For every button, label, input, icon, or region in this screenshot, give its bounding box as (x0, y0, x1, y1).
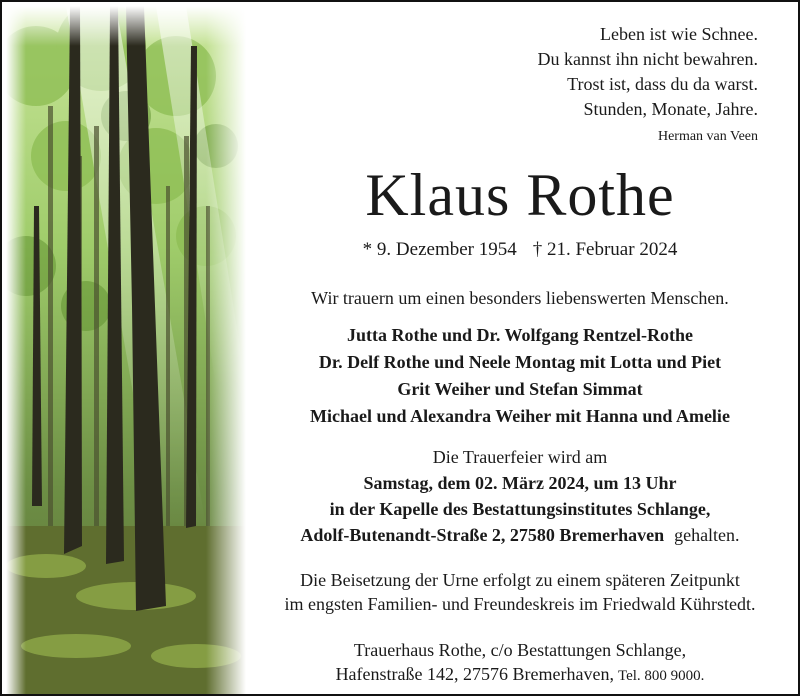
poem (538, 22, 758, 149)
funeral-address-line (252, 522, 788, 548)
poem-line: Trost ist, dass du da warst. (567, 74, 758, 94)
funeral-date: Samstag, dem 02. März 2024, um 13 Uhr (363, 473, 677, 493)
poem-line: Du kannst ihn nicht bewahren. (537, 49, 758, 69)
mourner-line: Grit Weiher und Stefan Simmat (397, 379, 643, 399)
poem-line: Leben ist wie Schnee. (600, 24, 758, 44)
contact-line-2-wrap (252, 662, 788, 688)
life-dates (252, 239, 788, 261)
obituary-text (252, 2, 788, 694)
funeral-suffix: gehalten. (674, 525, 740, 545)
funeral-intro: Die Trauerfeier wird am (432, 447, 608, 467)
poem-line: Stunden, Monate, Jahre. (583, 99, 758, 119)
urn-line: im engsten Familien- und Freundeskreis im Friedwald Kührstedt. (284, 594, 756, 614)
contact-line-1: Trauerhaus Rothe, c/o Bestattungen Schlange, (353, 640, 687, 660)
contact-phone: Tel. 800 9000. (617, 668, 705, 684)
urn-line: Die Beisetzung der Urne erfolgt zu einem späteren Zeitpunkt (300, 570, 740, 590)
mourner-line: Jutta Rothe und Dr. Wolfgang Rentzel-Rothe (346, 325, 693, 345)
birth-date: * 9. Dezember 1954 (362, 239, 517, 260)
mourners-list (252, 322, 788, 430)
mourner-line: Michael und Alexandra Weiher mit Hanna und Amelie (310, 406, 730, 426)
funeral-venue: in der Kapelle des Bestattungsinstitutes Schlange, (329, 499, 711, 519)
contact-info (252, 638, 788, 688)
intro-text: Wir trauern um einen besonders liebenswerten Menschen. (311, 288, 729, 308)
poem-author: Herman van Veen (657, 129, 758, 144)
urn-burial-info (252, 568, 788, 616)
death-date: † 21. Februar 2024 (532, 239, 678, 260)
mourner-line: Dr. Delf Rothe und Neele Montag mit Lotta und Piet (318, 352, 722, 372)
deceased-name: Klaus Rothe (365, 162, 675, 228)
funeral-info (252, 444, 788, 548)
contact-line-2: Hafenstraße 142, 27576 Bremerhaven, (335, 664, 614, 684)
funeral-address: Adolf-Butenandt-Straße 2, 27580 Bremerhaven (300, 525, 665, 545)
forest-image (6, 6, 246, 694)
